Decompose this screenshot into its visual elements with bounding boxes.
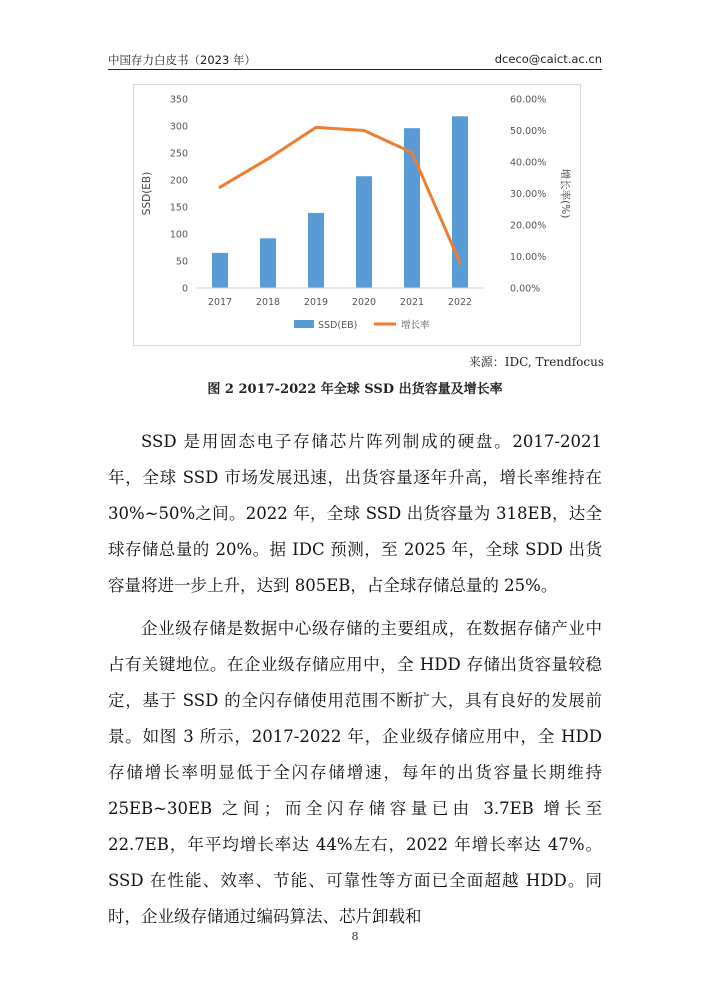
x-tick-label: 2018 bbox=[255, 297, 281, 308]
legend-label: SSD(EB) bbox=[318, 320, 358, 331]
y2-axis-title: 增长率(%) bbox=[559, 168, 571, 219]
y-tick-label: 50 bbox=[175, 256, 188, 268]
legend-label: 增长率 bbox=[401, 320, 430, 331]
y2-tick-label: 60.00% bbox=[510, 94, 547, 106]
x-tick-label: 2017 bbox=[207, 297, 233, 308]
y-tick-label: 150 bbox=[169, 202, 188, 214]
bar bbox=[212, 253, 228, 288]
y-tick-label: 100 bbox=[169, 229, 188, 241]
y-tick-label: 250 bbox=[169, 148, 188, 160]
legend-swatch-bar bbox=[294, 320, 314, 328]
header-divider bbox=[108, 69, 602, 70]
bar bbox=[356, 176, 372, 288]
x-tick-label: 2021 bbox=[399, 297, 425, 308]
document-title: 中国存力白皮书（2023 年） bbox=[108, 53, 256, 67]
bar bbox=[260, 238, 276, 288]
y2-tick-label: 30.00% bbox=[510, 189, 547, 200]
page-header bbox=[108, 48, 602, 68]
paragraph: 企业级存储是数据中心级存储的主要组成，在数据存储产业中占有关键地位。在企业级存储应用中，全 HDD 存储出货容量较稳定，基于 SSD 的全闪存储使用范围不断扩大，具有良好的发展前景。如图 3 所示，2017-2022 年，企业级存储应用中，全 HDD 存储增长率明显低于全闪存储增速，每年的出货容量长期维持 25EB~30EB 之间；而全闪存储容量已由 3.7EB 增长至 22.7EB，年平均增长率达 44%左右，2022 年增长率达 47%。SSD 在性能、效率、节能、可靠性等方面已全面超越 HDD。同时，企业级存储通过编码算法、芯片卸载和 bbox=[108, 619, 602, 926]
figure-caption: 图 2 2017-2022 年全球 SSD 出货容量及增长率 bbox=[207, 382, 503, 397]
y-tick-label: 0 bbox=[181, 283, 188, 295]
y-tick-label: 300 bbox=[169, 121, 188, 133]
contact-email: dceco@caict.ac.cn bbox=[494, 52, 602, 66]
y-tick-label: 200 bbox=[169, 175, 188, 187]
figure-source: 来源：IDC, Trendfocus bbox=[468, 355, 604, 369]
x-tick-label: 2022 bbox=[447, 297, 473, 308]
growth-rate-line bbox=[220, 127, 460, 262]
y2-tick-label: 50.00% bbox=[510, 126, 547, 137]
y2-tick-label: 0.00% bbox=[510, 283, 541, 295]
paragraph: SSD 是用固态电子存储芯片阵列制成的硬盘。2017-2021 年，全球 SSD 市场发展迅速，出货容量逐年升高，增长率维持在 30%~50%之间。2022 年，全球 SSD 出货容量为 318EB，达全球存储总量的 20%。据 IDC 预测，至 2025 年，全球 SDD 出货容量将进一步上升，达到 805EB，占全球存储总量的 25%。 bbox=[108, 432, 602, 595]
figure-chart bbox=[133, 84, 581, 346]
y-axis-title: SSD(EB) bbox=[141, 171, 153, 216]
y2-tick-label: 10.00% bbox=[510, 252, 547, 263]
x-tick-label: 2019 bbox=[303, 297, 329, 308]
y2-tick-label: 20.00% bbox=[510, 220, 547, 232]
y-tick-label: 350 bbox=[169, 94, 188, 106]
bar bbox=[308, 213, 324, 288]
x-tick-label: 2020 bbox=[351, 297, 377, 308]
ssd-shipment-chart bbox=[134, 85, 580, 345]
page-number: 8 bbox=[351, 930, 359, 943]
body-text bbox=[108, 424, 602, 942]
y2-tick-label: 40.00% bbox=[510, 157, 547, 169]
